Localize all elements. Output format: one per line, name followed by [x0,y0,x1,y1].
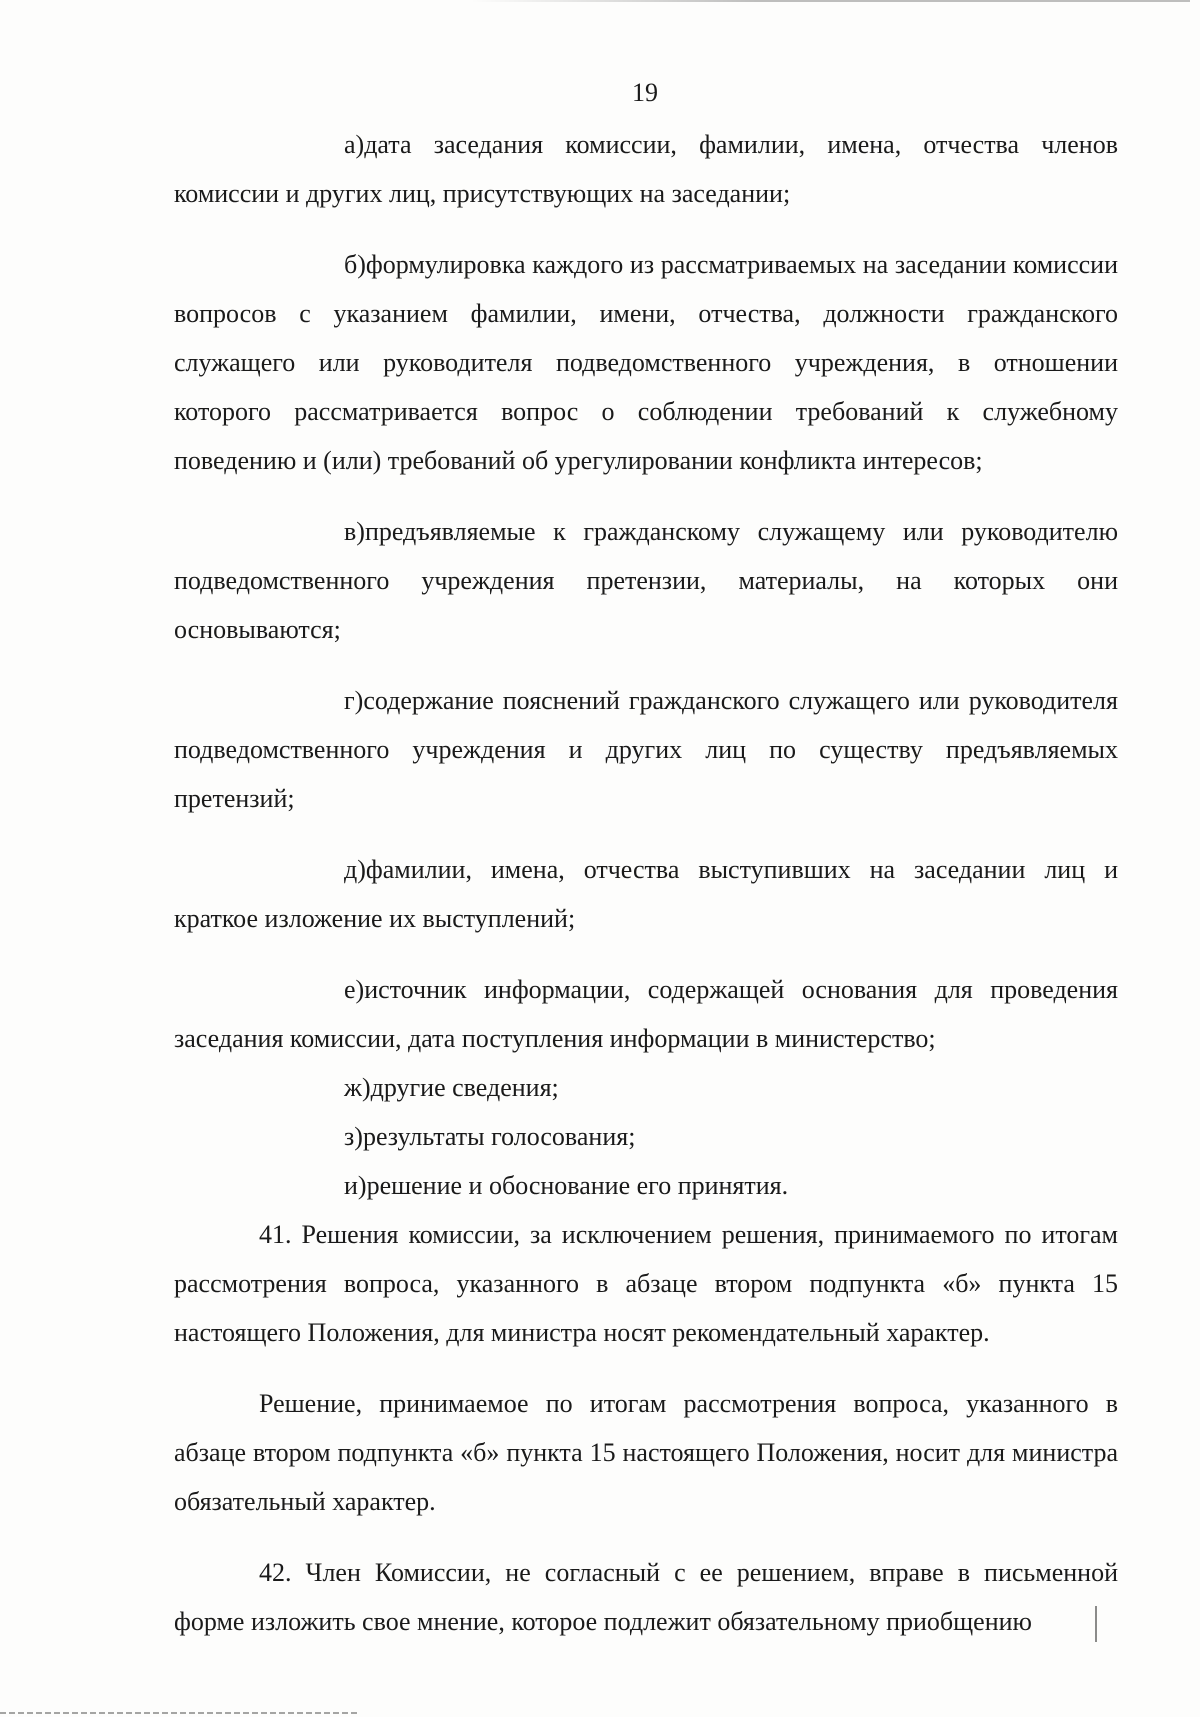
list-item-v [174,507,1118,654]
list-marker: ж) [344,1073,371,1102]
list-item-i [174,1161,1118,1210]
paragraph-41 [174,1210,1118,1357]
list-item-text: результаты голосования; [362,1122,636,1151]
list-item-e [174,965,1118,1063]
list-item-d [174,845,1118,943]
list-item-a [174,120,1118,218]
list-item-text: источник информации, содержащей основания для проведения заседания комиссии, дата поступления информации в министерство; [174,975,1118,1053]
paragraph-text: Решения комиссии, за исключением решения, принимаемого по итогам рассмотрения вопроса, указанного в абзаце втором подпункта «б» пункта 15 настоящего Положения, для министра носят рекомендательный характер. [174,1220,1119,1347]
list-item-text: другие сведения; [370,1073,559,1102]
list-item-g [174,676,1118,823]
scan-artifact-bottom [0,1712,360,1714]
paragraph-number: 42. [259,1558,292,1587]
paragraph-41-part-2 [174,1379,1118,1526]
scan-artifact-margin-mark [1095,1606,1097,1642]
document-body [174,120,1118,1646]
list-item-text: решение и обоснование его принятия. [366,1171,789,1200]
list-marker: б) [344,250,366,279]
paragraph-text: Член Комиссии, не согласный с ее решением, вправе в письменной форме изложить свое мнение, которое подлежит обязательному приобщению [174,1558,1118,1636]
list-item-zh [174,1063,1118,1112]
paragraph-number: 41. [259,1220,292,1249]
list-item-text: предъявляемые к гражданскому служащему или руководителю подведомственного учреждения претензии, материалы, на которых они основываются; [174,517,1118,644]
list-item-text: содержание пояснений гражданского служащего или руководителя подведомственного учреждения и других лиц по существу предъявляемых претензий; [174,686,1118,813]
list-marker: и) [344,1171,367,1200]
list-item-text: фамилии, имена, отчества выступивших на заседании лиц и краткое изложение их выступлений; [174,855,1118,933]
list-marker: д) [344,855,366,884]
paragraph-42 [174,1548,1118,1646]
list-marker: е) [344,975,365,1004]
scan-artifact-top [470,0,1190,2]
list-marker: г) [344,686,364,715]
list-marker: з) [344,1122,363,1151]
list-item-z [174,1112,1118,1161]
list-marker: в) [344,517,365,546]
list-marker: а) [344,130,365,159]
paragraph-text: Решение, принимаемое по итогам рассмотрения вопроса, указанного в абзаце втором подпункта «б» пункта 15 настоящего Положения, носит для министра обязательный характер. [174,1389,1118,1516]
list-item-text: дата заседания комиссии, фамилии, имена, отчества членов комиссии и других лиц, присутствующих на заседании; [174,130,1118,208]
list-item-b [174,240,1118,485]
page-number: 19 [632,78,658,107]
list-item-text: формулировка каждого из рассматриваемых на заседании комиссии вопросов с указанием фамилии, имени, отчества, должности гражданского служащего или руководителя подведомственного учреждения, в отношении которого рассматривается вопрос о соблюдении требований к служебному поведению и (или) требований об урегулировании конфликта интересов; [174,250,1118,475]
